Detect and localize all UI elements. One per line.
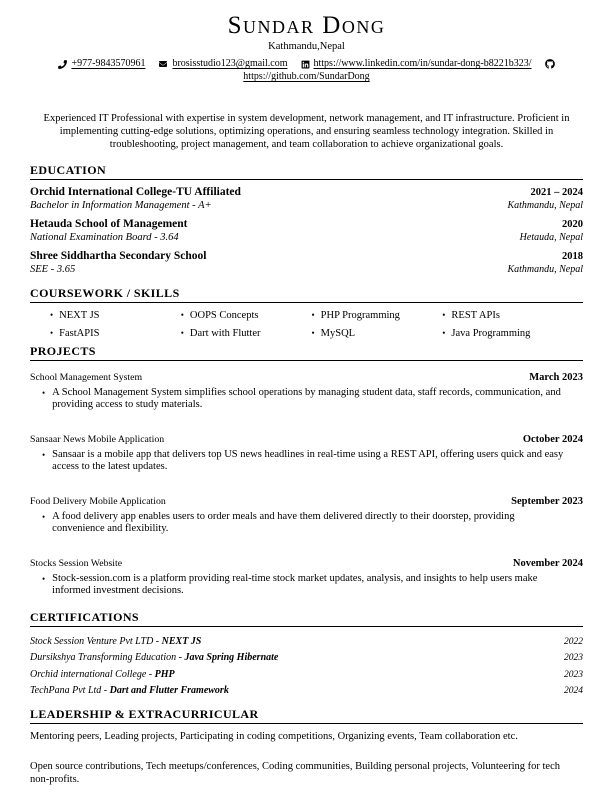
- certification-title: [30, 667, 175, 684]
- project-entry: [30, 372, 583, 412]
- education-entry: [30, 218, 583, 244]
- project-date: November 2024: [512, 557, 583, 569]
- email-contact: [158, 58, 287, 70]
- education-school: Orchid International College-TU Affiliated: [30, 185, 241, 198]
- bullet-icon: •: [442, 327, 446, 338]
- project-entry: [30, 434, 583, 474]
- projects-list: [30, 372, 583, 598]
- education-location: Kathmandu, Nepal: [507, 199, 583, 211]
- education-entry: [30, 250, 583, 276]
- education-entry: [30, 186, 583, 212]
- bullet-icon: •: [442, 309, 446, 320]
- skill-item: [181, 327, 312, 340]
- bullet-icon: •: [311, 309, 315, 320]
- project-name: School Management System: [30, 371, 143, 383]
- linkedin-link[interactable]: https://www.linkedin.com/in/sundar-dong-b8221b323/: [313, 58, 532, 69]
- project-date: October 2024: [522, 433, 583, 445]
- certification-name: Java Spring Hibernate: [184, 652, 279, 664]
- phone-icon: [58, 60, 67, 69]
- contact-line: [30, 58, 583, 70]
- phone-link[interactable]: +977-9843570961: [71, 58, 146, 69]
- skill-label: NEXT JS: [59, 309, 100, 321]
- certification-org: Orchid international College -: [30, 668, 155, 680]
- certification-title: [30, 634, 201, 651]
- education-degree: National Examination Board - 3.64: [30, 231, 179, 243]
- project-name: Food Delivery Mobile Application: [30, 495, 166, 507]
- certification-entry: [30, 634, 583, 651]
- certification-org: Stock Session Venture Pvt LTD -: [30, 635, 162, 647]
- education-school: Hetauda School of Management: [30, 217, 188, 230]
- summary-paragraph: Experienced IT Professional with expertise in system development, network management, and IT infrastructure. Proficient in implementing cutting-edge solutions, optimizing operations, and ensuring seamless technology integration. Skilled in troubleshooting, project management, and team collaboration to achieve organizational goals.: [43, 113, 570, 151]
- project-name: Stocks Session Website: [30, 557, 123, 569]
- project-description: Stock-session.com is a platform providing real-time stock market updates, analysis, and insights to help users make informed investment decisions.: [52, 572, 538, 597]
- bullet-icon: •: [50, 309, 54, 320]
- certification-year: 2023: [564, 669, 583, 680]
- leadership-paragraph: Mentoring peers, Leading projects, Participating in coding competitions, Organizing events, Team collaboration etc.: [30, 730, 518, 742]
- certification-name: PHP: [154, 668, 175, 680]
- linkedin-icon: [301, 60, 310, 69]
- section-heading-projects: PROJECTS: [30, 345, 583, 361]
- certification-entry: [30, 650, 583, 667]
- project-date: September 2023: [511, 495, 583, 507]
- certification-year: 2024: [564, 686, 583, 697]
- bullet-icon: •: [42, 511, 46, 522]
- skill-label: MySQL: [320, 327, 356, 339]
- project-entry: [30, 558, 583, 598]
- envelope-icon: [158, 60, 168, 68]
- skill-item: [50, 309, 181, 322]
- certification-org: Dursikshya Transforming Education -: [30, 652, 185, 664]
- section-heading-education: EDUCATION: [30, 164, 583, 180]
- education-dates: 2020: [562, 218, 583, 230]
- skill-item: [311, 327, 446, 340]
- github-icon: [545, 59, 555, 69]
- resume-header: [30, 13, 583, 83]
- education-degree: Bachelor in Information Management - A+: [30, 199, 212, 211]
- github-contact-line: [30, 71, 583, 83]
- section-heading-skills: COURSEWORK / SKILLS: [30, 287, 583, 303]
- linkedin-contact: [301, 58, 532, 70]
- project-name: Sansaar News Mobile Application: [30, 433, 165, 445]
- skill-label: FastAPIS: [59, 327, 100, 339]
- education-school: Shree Siddhartha Secondary School: [30, 249, 207, 262]
- bullet-icon: •: [180, 309, 184, 320]
- certification-entry: [30, 683, 583, 700]
- certification-year: 2022: [564, 636, 583, 647]
- skill-label: Java Programming: [451, 327, 531, 339]
- skill-item: [442, 309, 573, 322]
- certification-title: [30, 650, 278, 667]
- certification-entry: [30, 667, 583, 684]
- skill-item: [442, 327, 573, 340]
- bullet-icon: •: [42, 449, 46, 460]
- skill-label: REST APIs: [451, 309, 500, 321]
- person-location: Kathmandu,Nepal: [268, 41, 345, 52]
- education-location: Hetauda, Nepal: [519, 231, 583, 243]
- email-link[interactable]: brosisstudio123@gmail.com: [172, 58, 288, 69]
- project-entry: [30, 496, 583, 536]
- bullet-icon: •: [42, 573, 46, 584]
- skill-item: [311, 309, 446, 322]
- github-link[interactable]: https://github.com/SundarDong: [243, 71, 370, 82]
- section-heading-certifications: CERTIFICATIONS: [30, 611, 583, 627]
- phone-contact: [58, 58, 145, 70]
- skill-label: OOPS Concepts: [189, 309, 259, 321]
- education-dates: 2018: [562, 250, 583, 262]
- bullet-icon: •: [42, 387, 46, 398]
- certification-year: 2023: [564, 653, 583, 664]
- certification-name: NEXT JS: [161, 635, 202, 647]
- person-name: Sundar Dong: [227, 12, 386, 39]
- skill-label: PHP Programming: [320, 309, 400, 321]
- bullet-icon: •: [180, 327, 184, 338]
- certification-title: [30, 683, 229, 700]
- education-dates: 2021 – 2024: [530, 186, 583, 198]
- certifications-list: [30, 634, 583, 700]
- education-degree: SEE - 3.65: [30, 263, 76, 275]
- skill-label: Dart with Flutter: [189, 327, 261, 339]
- certification-org: TechPana Pvt Ltd -: [30, 685, 110, 697]
- education-location: Kathmandu, Nepal: [507, 263, 583, 275]
- bullet-icon: •: [311, 327, 315, 338]
- leadership-paragraph: Open source contributions, Tech meetups/conferences, Coding communities, Building personal projects, Volunteering for tech non-profits.: [30, 760, 560, 785]
- project-date: March 2023: [529, 371, 583, 383]
- project-description: A School Management System simplifies school operations by managing student data, staff records, communication, and providing access to study materials.: [52, 386, 561, 411]
- skill-item: [181, 309, 312, 322]
- project-description: Sansaar is a mobile app that delivers top US news headlines in real-time using a REST API, offering users quick and easy access to the latest updates.: [52, 448, 564, 473]
- skill-item: [50, 327, 181, 340]
- certification-name: Dart and Flutter Framework: [109, 685, 229, 697]
- bullet-icon: •: [50, 327, 54, 338]
- project-description: A food delivery app enables users to order meals and have them delivered directly to their doorstep, providing convenience and flexibility.: [52, 510, 515, 535]
- section-heading-leadership: LEADERSHIP & EXTRACURRICULAR: [30, 708, 583, 724]
- skills-grid: [30, 309, 583, 340]
